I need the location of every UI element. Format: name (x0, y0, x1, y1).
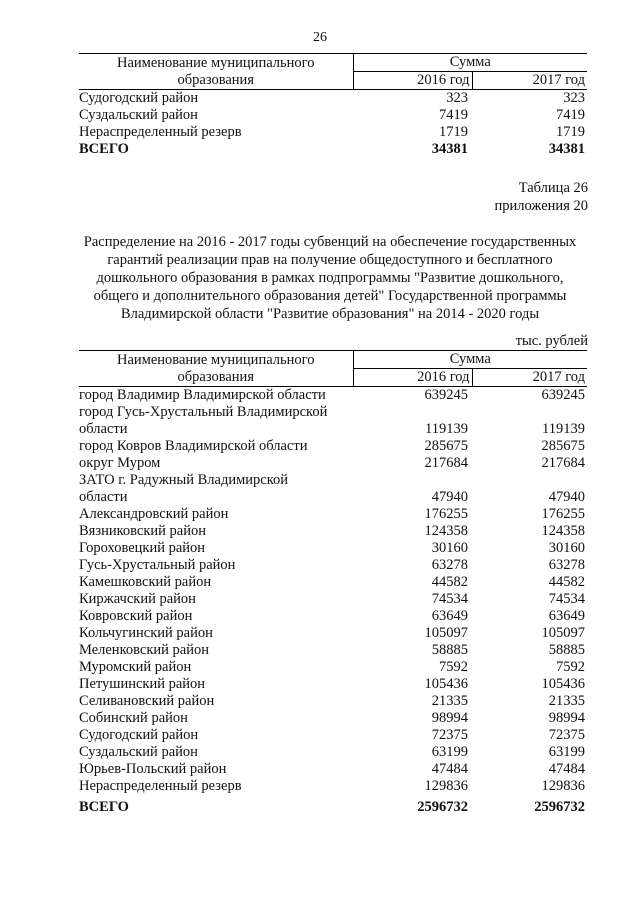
row-value-2017: 47940 (548, 489, 585, 505)
row-value-2017: 47484 (548, 761, 585, 777)
heading-line: общего и дополнительного образования детей" Государственной программы (93, 288, 567, 304)
row-value-2016 (353, 404, 472, 421)
row-name: Юрьев-Польский район (79, 761, 227, 777)
row-name: округ Муром (79, 455, 161, 471)
table-row (79, 591, 587, 608)
row-value-2017: 72375 (548, 727, 585, 743)
row-value-2017: 98994 (548, 710, 585, 726)
row-name: Муромский район (79, 659, 192, 675)
table-row (79, 727, 587, 744)
row-value-2017: 58885 (548, 642, 585, 658)
table-row (79, 625, 587, 642)
table-row (79, 659, 587, 676)
row-value-2016: 98994 (431, 710, 468, 726)
row-value-2017: 63649 (548, 608, 585, 624)
row-value-2017: 7592 (556, 659, 585, 675)
header-year-2017: 2017 год (472, 72, 587, 90)
row-value-2016: 30160 (431, 540, 468, 556)
row-value-2016: 21335 (431, 693, 468, 709)
row-value-2016: 124358 (424, 523, 468, 539)
row-value-2016: 58885 (431, 642, 468, 658)
row-value-2017: 119139 (542, 421, 585, 437)
row-value-2016: 72375 (431, 727, 468, 743)
header-name-label: Наименование муниципального образования (117, 352, 315, 385)
row-value-2016 (353, 472, 472, 489)
table-row (79, 523, 587, 540)
row-value-2016: 323 (446, 90, 468, 106)
table-top (79, 53, 587, 158)
heading-line: дошкольного образования в рамках подпрограммы "Развитие дошкольного, (96, 270, 564, 286)
header-year-2016: 2016 год (353, 369, 472, 387)
row-value-2017 (472, 472, 587, 489)
row-name: Собинский район (79, 710, 188, 726)
row-name: город Ковров Владимирской области (79, 438, 308, 454)
row-name: Камешковский район (79, 574, 212, 590)
header-sum: Сумма (353, 351, 587, 369)
total-label: ВСЕГО (79, 141, 129, 157)
row-value-2016: 44582 (431, 574, 468, 590)
table-row (79, 557, 587, 574)
row-name: Суздальский район (79, 744, 198, 760)
row-name: Суздальский район (79, 107, 198, 123)
total-value-2016: 2596732 (417, 799, 468, 815)
row-name: Ковровский район (79, 608, 193, 624)
page-number: 26 (313, 30, 327, 45)
row-value-2017: 7419 (556, 107, 585, 123)
row-value-2017: 63199 (548, 744, 585, 760)
row-value-2016: 285675 (424, 438, 468, 454)
row-value-2016: 7592 (439, 659, 468, 675)
header-name-cell (79, 54, 353, 90)
heading-line: гарантий реализации прав на получение общедоступного и бесплатного (107, 252, 553, 268)
row-value-2016: 1719 (439, 124, 468, 140)
row-name: Александровский район (79, 506, 229, 522)
row-name: Вязниковский район (79, 523, 206, 539)
table-row (79, 489, 587, 506)
row-value-2017: 323 (563, 90, 585, 106)
row-name: Гороховецкий район (79, 540, 206, 556)
table-row (79, 421, 587, 438)
row-value-2016: 47484 (431, 761, 468, 777)
total-value-2017: 2596732 (534, 799, 585, 815)
row-value-2017: 74534 (548, 591, 585, 607)
row-value-2016: 74534 (431, 591, 468, 607)
row-value-2017: 285675 (541, 438, 585, 454)
row-name: Нераспределенный резерв (79, 778, 242, 794)
header-sum: Сумма (353, 54, 587, 72)
table-row (79, 107, 587, 124)
table-row (79, 642, 587, 659)
table-row (79, 90, 587, 108)
row-value-2016: 7419 (439, 107, 468, 123)
row-value-2017 (472, 404, 587, 421)
table-row (79, 761, 587, 778)
total-value-2017: 34381 (548, 141, 585, 157)
row-value-2017: 63278 (548, 557, 585, 573)
caption-table-number: Таблица 26 (518, 180, 588, 196)
row-value-2017: 217684 (541, 455, 585, 471)
row-name: город Владимир Владимирской области (79, 387, 326, 403)
table-row (79, 744, 587, 761)
table-top-body (79, 90, 587, 159)
row-value-2016: 47940 (431, 489, 468, 505)
table-caption (495, 179, 588, 215)
header-year-2017: 2017 год (472, 369, 587, 387)
row-value-2016: 63278 (431, 557, 468, 573)
table-row (79, 472, 587, 489)
row-name: Петушинский район (79, 676, 206, 692)
table-row (79, 404, 587, 421)
row-name: Гусь-Хрустальный район (79, 557, 236, 573)
row-name: Кольчугинский район (79, 625, 213, 641)
caption-appendix: приложения 20 (494, 198, 588, 214)
row-name: Нераспределенный резерв (79, 124, 242, 140)
header-year-2016: 2016 год (353, 72, 472, 90)
heading-line: Владимирской области "Развитие образования" на 2014 - 2020 годы (120, 306, 540, 322)
total-row (79, 795, 587, 816)
table-row (79, 124, 587, 141)
table-row (79, 540, 587, 557)
row-name: Судогодский район (79, 90, 199, 106)
table-row (79, 387, 587, 405)
table-row (79, 608, 587, 625)
row-value-2017: 44582 (548, 574, 585, 590)
row-value-2016: 105097 (424, 625, 468, 641)
total-value-2016: 34381 (431, 141, 468, 157)
table-row (79, 693, 587, 710)
total-label: ВСЕГО (79, 799, 129, 815)
row-name: области (79, 421, 128, 437)
row-value-2016: 129836 (424, 778, 468, 794)
table-row (79, 676, 587, 693)
row-value-2017: 1719 (556, 124, 585, 140)
table-main (79, 350, 587, 816)
header-name-cell (79, 351, 353, 387)
table-row (79, 710, 587, 727)
row-value-2017: 21335 (548, 693, 585, 709)
row-value-2016: 63199 (431, 744, 468, 760)
header-name-label: Наименование муниципального образования (117, 55, 315, 88)
heading-line: Распределение на 2016 - 2017 годы субвенций на обеспечение государственных (83, 234, 577, 250)
row-name: ЗАТО г. Радужный Владимирской (79, 472, 289, 488)
row-value-2016: 639245 (424, 387, 468, 403)
row-value-2017: 105436 (541, 676, 585, 692)
table-row (79, 438, 587, 455)
row-value-2016: 105436 (424, 676, 468, 692)
row-value-2016: 119139 (425, 421, 468, 437)
row-value-2017: 176255 (541, 506, 585, 522)
table-row (79, 455, 587, 472)
row-value-2017: 129836 (541, 778, 585, 794)
row-value-2017: 105097 (541, 625, 585, 641)
row-name: области (79, 489, 128, 505)
table-heading (60, 233, 600, 323)
table-row (79, 574, 587, 591)
row-name: Киржачский район (79, 591, 196, 607)
row-value-2016: 217684 (424, 455, 468, 471)
row-name: Меленковский район (79, 642, 209, 658)
row-name: Селивановский район (79, 693, 215, 709)
total-row (79, 141, 587, 158)
row-name: Судогодский район (79, 727, 199, 743)
table-row (79, 778, 587, 795)
units-label: тыс. рублей (515, 333, 588, 349)
row-value-2016: 176255 (424, 506, 468, 522)
row-value-2017: 30160 (548, 540, 585, 556)
table-row (79, 506, 587, 523)
row-value-2017: 124358 (541, 523, 585, 539)
table-main-body (79, 387, 587, 817)
row-value-2017: 639245 (541, 387, 585, 403)
row-name: город Гусь-Хрустальный Владимирской (79, 404, 328, 420)
row-value-2016: 63649 (431, 608, 468, 624)
